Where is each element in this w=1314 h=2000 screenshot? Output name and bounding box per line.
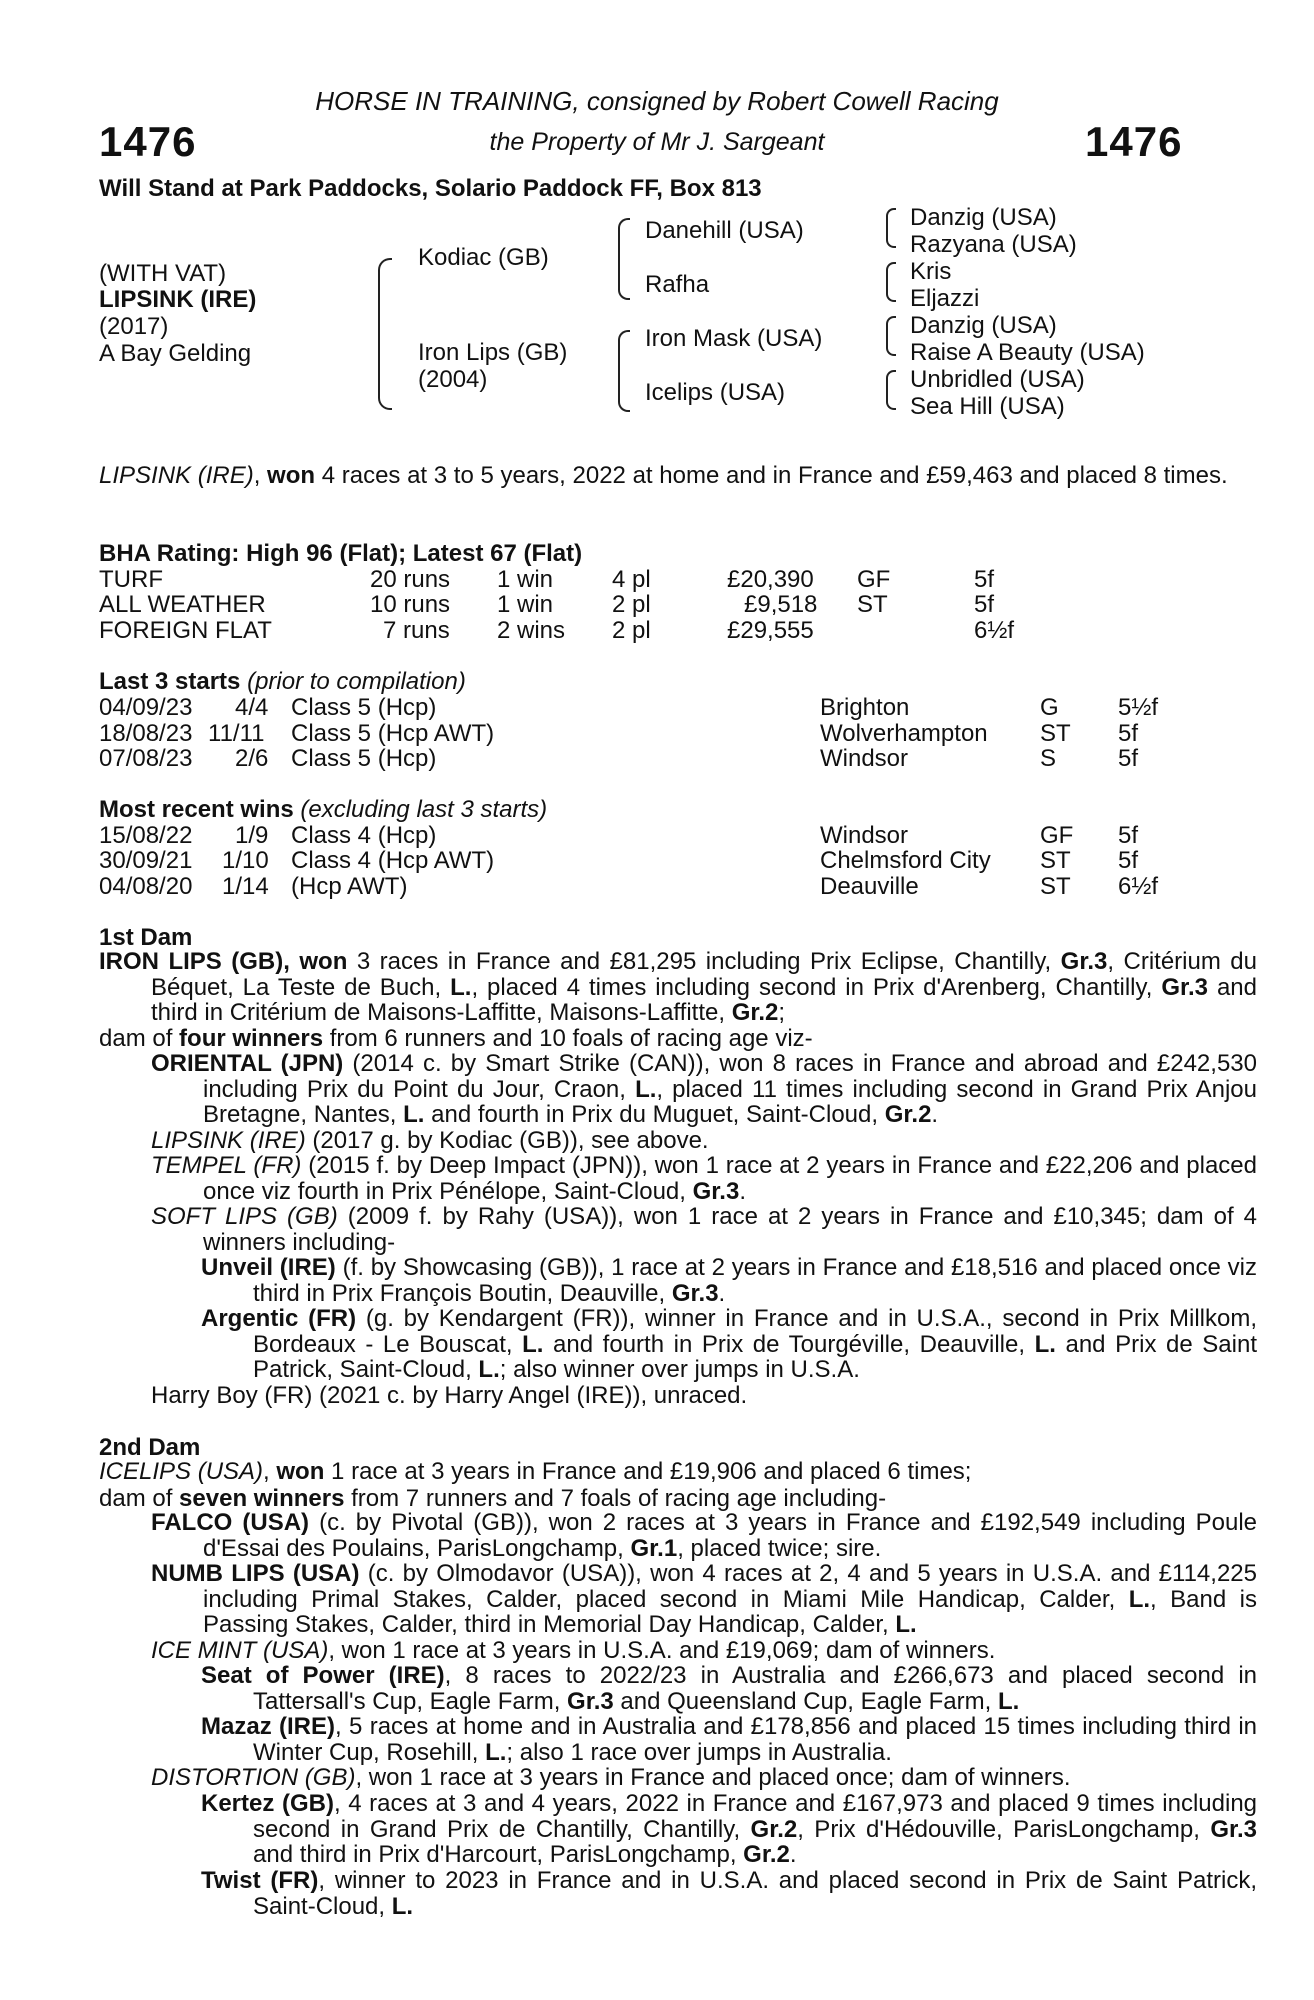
text: from 7 runners and 7 foals of racing age including-	[344, 1485, 887, 1512]
grade: L.	[522, 1330, 544, 1358]
vat-label: (WITH VAT)	[99, 260, 227, 287]
consignor-line: HORSE IN TRAINING, consigned by Robert Cowell Racing	[315, 86, 999, 116]
text: (c. by Olmodavor (USA)), won 4 races at 2, 4 and 5 years in U.S.A. and £114,225 including Primal Stakes, Calder, placed second in Miami Mile Handicap, Calder,	[203, 1560, 1257, 1613]
start-date: 07/08/23	[99, 745, 193, 772]
text: .	[789, 1841, 797, 1869]
produce-name: FALCO (USA)	[151, 1509, 310, 1536]
rating-going: GF	[857, 566, 891, 593]
grade: L.	[403, 1101, 425, 1129]
first-dam-record	[99, 949, 1257, 1026]
grade: Gr.3	[567, 1687, 614, 1715]
produce-tempel	[151, 1153, 1257, 1204]
produce-numb-lips	[151, 1561, 1257, 1638]
grade: Gr.3	[692, 1177, 740, 1205]
produce-name: Argentic (FR)	[201, 1305, 357, 1332]
rating-distance: 6½f	[974, 617, 1015, 644]
gen3-4: Eljazzi	[910, 285, 980, 312]
lot-number-right: 1476	[1085, 118, 1183, 165]
text: 1 race at 3 years in France and £19,906 and placed 6 times;	[324, 1458, 972, 1485]
horse-year: (2017)	[99, 313, 169, 340]
dam-year: (2004)	[418, 366, 488, 393]
summary-horse-name: LIPSINK (IRE)	[99, 462, 254, 489]
rating-placed: 4 pl	[612, 566, 651, 593]
produce-harry-boy	[151, 1383, 1257, 1409]
text: , placed twice; sire.	[677, 1534, 882, 1562]
start-date: 18/08/23	[99, 720, 193, 747]
win-race: (Hcp AWT)	[291, 873, 408, 900]
rating-distance: 5f	[974, 566, 995, 593]
produce-oriental	[151, 1051, 1257, 1128]
produce-name: ICE MINT (USA)	[151, 1637, 329, 1664]
rating-runs: 7 runs	[383, 617, 450, 644]
start-date: 04/09/23	[99, 694, 193, 721]
win-going: GF	[1040, 822, 1074, 849]
horse-description: A Bay Gelding	[99, 340, 252, 367]
start-going: G	[1040, 694, 1059, 721]
produce-falco	[151, 1510, 1257, 1561]
start-position: 11/11	[208, 720, 265, 747]
grade: L.	[1034, 1330, 1056, 1358]
text: and fourth in Prix de Tourgéville, Deauville,	[543, 1330, 1035, 1358]
win-going: ST	[1040, 873, 1071, 900]
win-distance: 5f	[1118, 847, 1139, 874]
start-going: S	[1040, 745, 1057, 772]
gen3-7: Unbridled (USA)	[910, 366, 1085, 393]
gen3-1: Danzig (USA)	[910, 204, 1057, 231]
produce-name: Mazaz (IRE)	[201, 1713, 336, 1740]
text: dam of	[99, 1485, 180, 1512]
win-distance: 5f	[1118, 822, 1139, 849]
brace-g1	[886, 208, 896, 248]
win-date: 04/08/20	[99, 873, 193, 900]
grade: L.	[478, 1356, 500, 1384]
produce-name: SOFT LIPS (GB)	[151, 1203, 338, 1230]
dam-name: Iron Lips (GB)	[418, 339, 568, 366]
start-course: Wolverhampton	[820, 720, 988, 747]
gen3-3: Kris	[910, 258, 952, 285]
dam-name-bold: IRON LIPS (GB)	[99, 948, 284, 975]
text: (2014 c. by Smart Strike (CAN)), won 8 races in France and abroad and £242,530 including Prix du Point du Jour, Craon,	[203, 1050, 1257, 1103]
text: , placed 4 times including second in Prix d'Arenberg, Chantilly,	[471, 973, 1162, 1001]
text: (g. by Kendargent (FR)), winner in France and in U.S.A., second in Prix Millkom, Bordeaux - Le Bouscat,	[253, 1305, 1257, 1358]
dam-sire: Iron Mask (USA)	[645, 325, 823, 352]
grade: L.	[997, 1687, 1020, 1715]
rating-type: FOREIGN FLAT	[99, 617, 272, 644]
rating-distance: 5f	[974, 591, 995, 618]
win-race: Class 4 (Hcp)	[291, 822, 437, 849]
recent-wins-note: (excluding last 3 starts)	[293, 796, 548, 823]
summary-text: 4 races at 3 to 5 years, 2022 at home and in France and £59,463 and placed 8 times.	[315, 462, 1228, 489]
winners-count: four winners	[179, 1025, 324, 1052]
sire-sire: Danehill (USA)	[645, 217, 804, 244]
rating-wins: 1 win	[497, 566, 554, 593]
text: and Queensland Cup, Eagle Farm,	[613, 1687, 998, 1715]
last-starts-note: (prior to compilation)	[240, 668, 466, 695]
grade: L.	[485, 1738, 507, 1766]
win-position: 1/9	[235, 822, 269, 849]
grade: Gr.3	[1161, 973, 1209, 1001]
start-race: Class 5 (Hcp)	[291, 694, 437, 721]
text: .	[718, 1279, 726, 1307]
win-course: Chelmsford City	[820, 847, 991, 874]
win-course: Deauville	[820, 873, 919, 900]
brace-g2	[886, 262, 896, 302]
start-distance: 5f	[1118, 720, 1139, 747]
lot-number-left: 1476	[99, 118, 197, 165]
text: 3 races in France and £81,295 including Prix Eclipse, Chantilly,	[347, 948, 1061, 975]
grade: Gr.2	[743, 1841, 790, 1869]
produce-name: Kertez (GB)	[201, 1790, 334, 1817]
produce-name: ORIENTAL (JPN)	[151, 1050, 344, 1077]
grade: L.	[391, 1892, 414, 1920]
text: (2017 g. by Kodiac (GB)), see above.	[305, 1127, 709, 1154]
win-date: 30/09/21	[99, 847, 193, 874]
dam-won: won	[276, 1458, 325, 1485]
text: Harry Boy (FR) (2021 c. by Harry Angel (IRE)), unraced.	[151, 1382, 748, 1409]
text: , 8 races to 2022/23 in Australia and £266,673 and placed second in Tattersall's Cup, Eagle Farm,	[253, 1662, 1257, 1715]
win-date: 15/08/22	[99, 822, 193, 849]
rating-going: ST	[857, 591, 888, 618]
produce-name: Unveil (IRE)	[201, 1254, 336, 1281]
rating-runs: 10 runs	[370, 591, 451, 618]
stand-line: Will Stand at Park Paddocks, Solario Paddock FF, Box 813	[99, 175, 762, 202]
grade: Gr.2	[884, 1101, 932, 1129]
text: and third in Prix d'Harcourt, ParisLongchamp,	[253, 1841, 744, 1869]
text: (2009 f. by Rahy (USA)), won 1 race at 2 years in France and £10,345; dam of 4 winners including-	[203, 1203, 1257, 1256]
first-dam-heading: 1st Dam	[99, 924, 193, 951]
second-dam-heading: 2nd Dam	[99, 1434, 201, 1461]
text: (c. by Pivotal (GB)), won 2 races at 3 years in France and £192,549 including Poule d'Essai des Poulains, ParisLongchamp,	[203, 1509, 1257, 1562]
win-going: ST	[1040, 847, 1071, 874]
produce-name: Twist (FR)	[201, 1867, 319, 1894]
dam-dam: Icelips (USA)	[645, 379, 786, 406]
text: , 4 races at 3 and 4 years, 2022 in France and £167,973 and placed 9 times including second in Grand Prix de Chantilly, Chantilly,	[253, 1790, 1258, 1843]
rating-money: £9,518	[744, 591, 818, 618]
grade: L.	[450, 973, 472, 1001]
grade: L.	[895, 1611, 917, 1639]
first-dam-produce-line	[99, 1025, 813, 1053]
text: and Prix de Saint Patrick, Saint-Cloud,	[253, 1330, 1257, 1384]
produce-twist	[201, 1868, 1257, 1919]
text: ;	[778, 999, 786, 1027]
text: .	[739, 1177, 746, 1205]
grade: Gr.1	[630, 1534, 678, 1562]
win-position: 1/10	[222, 847, 269, 874]
rating-placed: 2 pl	[612, 591, 651, 618]
text: and third in Critérium de Maisons-Laffitte, Maisons-Laffitte,	[151, 973, 1257, 1027]
produce-mazaz	[201, 1714, 1257, 1765]
grade: Gr.3	[1210, 1815, 1258, 1843]
text: , Prix d'Hédouville, ParisLongchamp,	[797, 1815, 1211, 1843]
rating-money: £29,555	[727, 617, 814, 644]
text: , won 1 race at 3 years in France and placed once; dam of winners.	[355, 1764, 1071, 1791]
brace-sire	[618, 218, 630, 300]
text: ,	[263, 1458, 277, 1485]
start-position: 4/4	[235, 694, 269, 721]
text: , Critérium du Béquet, La Teste de Buch,	[151, 948, 1257, 1001]
text: .	[931, 1101, 939, 1129]
brace-dam	[618, 330, 630, 412]
grade: Gr.3	[671, 1279, 719, 1307]
brace-main	[378, 258, 392, 410]
produce-name: LIPSINK (IRE)	[151, 1127, 306, 1154]
produce-name: TEMPEL (FR)	[151, 1152, 302, 1179]
produce-name: Seat of Power (IRE)	[201, 1662, 445, 1689]
win-position: 1/14	[222, 873, 269, 900]
dam-name: ICELIPS (USA)	[99, 1458, 264, 1485]
last-starts-title	[99, 668, 466, 696]
grade: Gr.2	[750, 1815, 798, 1843]
property-line: the Property of Mr J. Sargeant	[489, 128, 825, 156]
rating-wins: 2 wins	[497, 617, 566, 644]
text: dam of	[99, 1025, 180, 1052]
text: and fourth in Prix du Muguet, Saint-Cloud,	[424, 1101, 885, 1129]
win-race: Class 4 (Hcp AWT)	[291, 847, 495, 874]
sire-name: Kodiac (GB)	[418, 244, 549, 271]
text: (2015 f. by Deep Impact (JPN)), won 1 race at 2 years in France and £22,206 and placed once viz fourth in Prix Pénélope, Saint-Cloud,	[203, 1152, 1257, 1205]
summary-won: won	[267, 462, 316, 489]
gen3-6: Raise A Beauty (USA)	[910, 339, 1145, 366]
last-starts-heading: Last 3 starts	[99, 668, 241, 695]
rating-title: BHA Rating: High 96 (Flat); Latest 67 (Flat)	[99, 540, 583, 567]
dam-won: , won	[283, 948, 348, 975]
start-distance: 5½f	[1118, 694, 1159, 721]
produce-soft-lips	[151, 1204, 1257, 1255]
horse-name: LIPSINK (IRE)	[99, 286, 257, 313]
start-race: Class 5 (Hcp AWT)	[291, 720, 495, 747]
text: ; also winner over jumps in U.S.A.	[499, 1356, 860, 1384]
text: , 5 races at home and in Australia and £178,856 and placed 15 times including third in Winter Cup, Rosehill,	[253, 1713, 1257, 1766]
produce-kertez	[201, 1791, 1257, 1868]
rating-placed: 2 pl	[612, 617, 651, 644]
grade: Gr.2	[731, 999, 779, 1027]
text: , winner to 2023 in France and in U.S.A. and placed second in Prix de Saint Patrick, Saint-Cloud,	[253, 1867, 1257, 1920]
race-summary: LIPSINK (IRE), won 4 races at 3 to 5 years, 2022 at home and in France and £59,463 and placed 8 times.	[99, 462, 1228, 489]
text: (f. by Showcasing (GB)), 1 race at 2 years in France and £18,516 and placed once viz third in Prix François Boutin, Deauville,	[253, 1254, 1257, 1307]
grade: L.	[635, 1075, 657, 1103]
win-distance: 6½f	[1118, 873, 1159, 900]
text: , won 1 race at 3 years in U.S.A. and £19,069; dam of winners.	[328, 1637, 996, 1664]
produce-unveil	[201, 1255, 1257, 1306]
text: ; also 1 race over jumps in Australia.	[506, 1738, 892, 1766]
gen3-2: Razyana (USA)	[910, 231, 1077, 258]
rating-wins: 1 win	[497, 591, 554, 618]
sire-dam: Rafha	[645, 271, 710, 298]
grade: L.	[1128, 1585, 1151, 1613]
gen3-5: Danzig (USA)	[910, 312, 1057, 339]
start-race: Class 5 (Hcp)	[291, 745, 437, 772]
start-distance: 5f	[1118, 745, 1139, 772]
rating-type: ALL WEATHER	[99, 591, 266, 618]
start-course: Windsor	[820, 745, 909, 772]
rating-money: £20,390	[727, 566, 814, 593]
start-position: 2/6	[235, 745, 269, 772]
gen3-8: Sea Hill (USA)	[910, 393, 1065, 420]
second-dam-record	[99, 1459, 1257, 1485]
start-course: Brighton	[820, 694, 910, 721]
rating-runs: 20 runs	[370, 566, 451, 593]
rating-type: TURF	[99, 566, 163, 593]
produce-ice-mint	[151, 1638, 1257, 1664]
winners-count: seven winners	[179, 1485, 345, 1512]
win-course: Windsor	[820, 822, 909, 849]
brace-g4	[886, 370, 896, 410]
brace-g3	[886, 316, 896, 356]
text: from 6 runners and 10 foals of racing age viz-	[323, 1025, 813, 1052]
produce-name: DISTORTION (GB)	[151, 1764, 356, 1791]
recent-wins-title	[99, 796, 547, 824]
recent-wins-heading: Most recent wins	[99, 796, 294, 823]
start-going: ST	[1040, 720, 1071, 747]
produce-name: NUMB LIPS (USA)	[151, 1560, 360, 1587]
text: , placed 11 times including second in Grand Prix Anjou Bretagne, Nantes,	[203, 1075, 1257, 1129]
grade: Gr.3	[1060, 948, 1108, 975]
produce-seat-of-power	[201, 1663, 1257, 1714]
produce-distortion	[151, 1765, 1257, 1791]
produce-lipsink	[151, 1128, 1257, 1154]
produce-argentic	[201, 1306, 1257, 1383]
text: , Band is Passing Stakes, Calder, third in Memorial Day Handicap, Calder,	[203, 1585, 1258, 1639]
